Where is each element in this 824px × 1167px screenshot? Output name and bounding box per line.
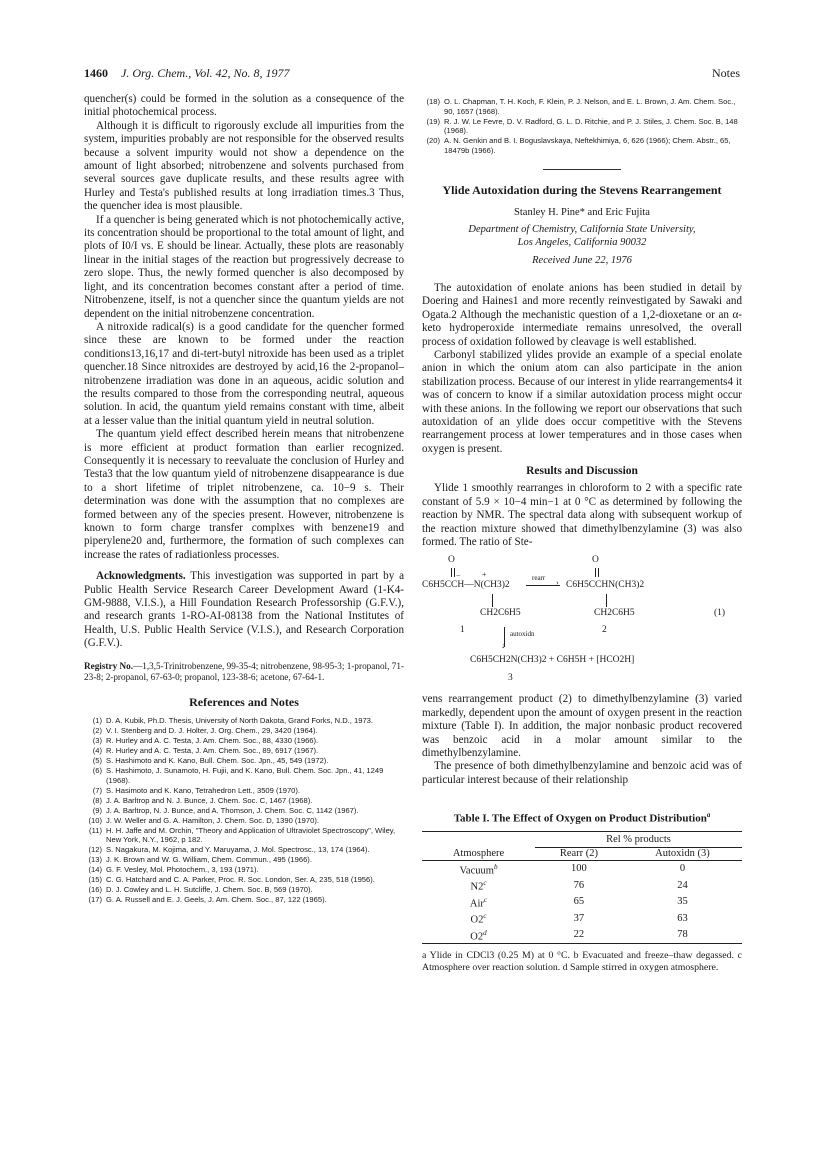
paragraph: vens rearrangement product (2) to dimethylbenzylamine (3) varied markedly, dependent upon the amount of oxygen present in the reaction mixture (Table I). In addition, the major nonbasic product recovered was benzoic acid in a molar amount similar to the dimethylbenzylamine. [422,693,742,759]
right-column [422,93,742,974]
reference-text: S. Hashimoto, J. Sunamoto, H. Fujii, and K. Kano, Bull. Chem. Soc. Jpn., 41, 1249 (1968). [106,766,384,785]
reference-text: R. Hurley and A. C. Testa, J. Am. Chem. Soc., 89, 6917 (1967). [106,746,319,756]
product-formula: C6H5CCHN(CH3)2 [566,580,645,591]
reference-number: (8) [92,795,102,805]
reference-item [84,816,404,826]
autoxidn-label: autoxidn [510,630,535,639]
reference-text: G. A. Russell and E. J. Geels, J. Am. Chem. Soc., 87, 122 (1965). [106,895,327,905]
reference-number: (17) [88,895,102,905]
reference-item [84,865,404,875]
reference-text: H. H. Jaffe and M. Orchin, "Theory and Application of Ultraviolet Spectroscopy", Wiley, New York, N.Y., 1962, p 182. [106,825,396,845]
acknowledgments [84,570,404,650]
rearr-cell: 37 [573,912,585,924]
charge-plus: + [482,570,487,580]
table-group-header: Rel % products [535,831,742,847]
reference-text: S. Hashimoto and K. Kano, Bull. Chem. Soc. Jpn., 45, 549 (1972). [106,756,329,766]
product-distribution-table [422,831,742,945]
rearr-cell: 22 [535,927,623,944]
reference-text: S. Nagakura, M. Kojima, and Y. Maruyama, J. Mol. Spectrosc., 13, 174 (1964). [106,845,370,855]
references-list [84,716,404,905]
carbonyl-bond [598,568,599,577]
reference-number: (3) [92,736,102,746]
reference-text: S. Hasimoto and K. Kano, Tetrahedron Lett., 3509 (1970). [106,785,301,795]
rearr-cell: 76 [573,879,585,891]
atmosphere-cell: O2$^c$ [470,912,487,926]
table-row [422,860,742,877]
bond-line [492,594,493,607]
reference-text: J. W. Weller and G. A. Hamilton, J. Chem. Soc. D, 1390 (1970). [106,815,319,825]
carbonyl-bond [451,568,452,577]
reference-text: A. N. Genkin and B. I. Boguslavskaya, Neftekhimiya, 6, 626 (1966); Chem. Abstr., 65, 18479b (1966). [444,136,731,155]
journal-citation: J. Org. Chem., Vol. 42, No. 8, 1977 [121,66,290,80]
authors: Stanley H. Pine* and Eric Fujita [514,207,650,218]
paragraph: Carbonyl stabilized ylides provide an example of a special enolate anion in which the onium atom can also participate in the anion stabilization process. Because of our interest in ylide rearrangements4 it was of concern to know if a similar autoxidation process might occur with these anions. In the following we report our observations that such autoxidation of an ylide does occur competitive with the Stevens rearrangement process at lower temperatures and in those cases when oxygen is present. [422,349,742,455]
paragraph: Although it is difficult to rigorously exclude all impurities from the system, impurities probably are not responsible for the observed results because a solvent impurity would not show a dependence on the amount of light absorbed; nitrobenzene and solvents purchased from several sources gave duplicate results, and these results agree with Hurley and Testa's published results at long irradiation times.3 Thus, the quencher idea is most plausible. [84,119,404,213]
footnote-mark: c [483,879,487,888]
reference-item [84,756,404,766]
carbonyl-bond [595,568,596,577]
reference-item [84,746,404,756]
paragraph: The presence of both dimethylbenzylamine and benzoic acid was of particular interest because of their relationship [422,760,742,786]
benzyl-group: CH2C6H5 [594,608,635,619]
reference-item [84,845,404,855]
compound-label: 1 [460,625,465,636]
reference-item [84,716,404,726]
reference-item [84,806,404,816]
reference-item [84,726,404,736]
table-header: Rearr (2) [535,847,623,860]
reference-text: J. A. Barltrop, N. J. Bunce, and A. Thomson, J. Chem. Soc. C, 1142 (1967). [106,805,359,815]
reaction-arrow [526,585,560,586]
rearr-label: rearr [532,574,546,583]
autoxidn-cell: 24 [677,879,688,891]
rearr-cell: 65 [573,896,585,908]
reference-number: (15) [88,875,102,885]
table-row [422,877,742,894]
affiliation-line: Department of Chemistry, California State University, [468,224,696,235]
reference-number: (12) [88,845,102,855]
reference-text: D. A. Kubik, Ph.D. Thesis, University of North Dakota, Grand Forks, N.D., 1973. [106,716,374,726]
running-header [84,66,740,81]
reference-number: (2) [92,726,102,736]
affiliation [422,224,742,249]
reference-text: O. L. Chapman, T. H. Koch, F. Klein, P. J. Nelson, and E. L. Brown, J. Am. Chem. Soc., 90, 1657 (1968). [444,97,736,116]
reference-item [422,136,742,155]
acknowledgments-heading: Acknowledgments. [96,570,186,583]
reference-number: (5) [92,756,102,766]
bond-line [606,594,607,607]
paragraph: quencher(s) could be formed in the solution as a consequence of the initial photochemical process. [84,93,404,119]
reference-item [84,736,404,746]
reference-text: G. F. Vesley, Mol. Photochem., 3, 193 (1971). [106,865,259,875]
acknowledgments-text: This investigation was supported in part by a Public Health Service Research Career Development Award (1-K4-GM-9888, V.I.S.), a Hill Foundation Research Professorship (G.F.V.), and research grants 1-RO-AI-08138 from the National Institutes of Health, U.S. Public Health Service (V.I.S.), and Research Corporation (G.F.V.). [84,570,404,650]
scheme-oxygen: O [448,555,455,566]
compound-label: 2 [602,625,607,636]
reference-number: (14) [88,865,102,875]
benzyl-group: CH2C6H5 [480,608,521,619]
received-date: Received June 22, 1976 [532,255,632,266]
autoxidn-cell: 35 [677,896,688,908]
charge-minus: − [456,571,461,581]
reference-number: (19) [426,116,440,126]
section-label: Notes [712,66,740,80]
section-heading: Results and Discussion [526,465,638,478]
reference-number: (10) [88,815,102,825]
autoxidn-cell: 0 [679,863,686,875]
reaction-scheme [422,553,742,689]
table-body [422,860,742,944]
footnote-mark: d [483,928,487,937]
references-list-continued [422,97,742,155]
footnote-mark: c [483,895,488,904]
reference-number: (18) [426,97,440,106]
references-heading: References and Notes [189,695,299,710]
reference-text: J. A. Barltrop and N. J. Bunce, J. Chem. Soc. C, 1467 (1968). [106,795,313,805]
reference-text: R. Hurley and A. C. Testa, J. Am. Chem. Soc., 88, 4330 (1966). [106,736,319,746]
reference-item [422,97,742,116]
paragraph: Ylide 1 smoothly rearranges in chloroform to 2 with a specific rate constant of 5.9 × 10−4 min−1 at 0 °C as determined by following the reaction by NMR. The spectral data along with subsequent workup of the reaction mixture showed that dimethylbenzylamine (3) was also formed. The ratio of Ste- [422,482,742,548]
paragraph: The quantum yield effect described herein means that nitrobenzene is more efficient at product formation than earlier recognized. Consequently it is necessary to reevaluate the conclusion of Hurley and Testa3 that the low quantum yield of nitrobenzene disappearance is due to a short lifetime of triplet nitrobenzene, ca. 10−9 s. Their determination was done with the assumption that no complexes are formed between any of the species present. However, nitrobenzene is known to form charge transfer complxes with benzene19 and piperylene20 and, furthermore, the formation of such complexes can increase the rates of radiationless processes. [84,428,404,561]
reference-number: (11) [89,825,102,835]
arrowhead: › [556,578,559,588]
carbonyl-bond [454,568,455,577]
reference-text: C. G. Hatchard and C. A. Parker, Proc. R. Soc. London, Ser. A, 235, 518 (1956). [106,875,375,885]
table-row [422,894,742,911]
reference-item [84,885,404,895]
reference-number: (13) [88,855,102,865]
reference-item [84,766,404,785]
paragraph: The autoxidation of enolate anions has been studied in detail by Doering and Haines1 and more recently reinvestigated by Sawaki and Ogata.2 Although the mechanistic question of a 1,2-dioxetane or an α-keto hydroperoxide intermediate remains unresolved, the overall process of oxidation followed by cleavage is well established. [422,282,742,348]
reference-item [84,895,404,905]
autoxidn-cell: 63 [677,912,688,924]
compound-label: 3 [508,673,513,684]
autoxidation-products: C6H5CH2N(CH3)2 + C6H5H + [HCO2H] [470,655,635,666]
footnote-mark: c [483,912,487,921]
equation-number: (1) [714,608,726,619]
footnote-mark: b [493,862,498,871]
reference-number: (20) [426,136,440,145]
reference-number: (7) [92,785,102,795]
reference-item [84,796,404,806]
atmosphere-cell: N2$^c$ [470,879,487,893]
reference-item [84,826,404,845]
table-row [422,910,742,927]
scheme-oxygen: O [592,555,599,566]
left-column [84,93,404,905]
reference-item [422,117,742,136]
atmosphere-cell: O2$^d$ [422,927,535,944]
autoxidn-cell: 78 [623,927,742,944]
reference-number: (16) [88,885,102,895]
reference-text: J. K. Brown and W. G. William, Chem. Commun., 495 (1966). [106,855,312,865]
affiliation-line: Los Angeles, California 90032 [517,236,647,248]
reference-item [84,786,404,796]
table-footnote: a Ylide in CDCl3 (0.25 M) at 0 °C. b Evacuated and freeze–thaw degassed. c Atmosphere over reaction solution. d Sample stirred in oxygen atmosphere. [422,950,742,974]
registry-numbers [84,661,404,684]
reference-item [84,875,404,885]
rearr-cell: 100 [571,863,587,875]
arrowhead: ↓ [501,641,505,651]
table-header: Atmosphere [422,847,535,860]
registry-text: —1,3,5-Trinitrobenzene, 99-35-4; nitrobenzene, 98-95-3; 1-propanol, 71-23-8; 2-propanol, 67-63-0; propanol, 123-38-6; acetone, 67-64-1. [84,660,404,683]
atmosphere-cell: Air$^c$ [469,895,488,910]
page-number: 1460 [84,66,108,80]
registry-heading: Registry No. [84,660,134,671]
reference-text: D. J. Cowley and L. H. Sutcliffe, J. Chem. Soc. B, 569 (1970). [106,885,313,895]
table-caption: Table I. The Effect of Oxygen on Product Distribution$^a$ [453,811,711,825]
atmosphere-cell: Vacuum$^b$ [459,862,498,877]
paragraph: If a quencher is being generated which is not photochemically active, its concentration should be proportional to the total amount of light, and plots of I0/I vs. E should be linear. Actually, these plots are reasonably linear in the initial stages of the reaction but progressively decrease to zero slope. Thus, the newly formed quencher is also decomposed by light, and its concentration becomes constant after a period of time. Nitrobenzene, itself, is not a quencher since the quantum yields are not dependent on the initial nitrobenzene concentration. [84,213,404,320]
reference-text: V. I. Stenberg and D. J. Holter, J. Org. Chem., 29, 3420 (1964). [106,726,318,736]
reference-number: (9) [92,805,102,815]
reference-number: (6) [92,766,102,776]
reactant-formula: C6H5CCH—N(CH3)2 [422,580,510,591]
table-row [422,927,742,944]
article-title: Ylide Autoxidation during the Stevens Rearrangement [442,183,722,197]
reference-text: R. J. W. Le Fevre, D. V. Radford, G. L. D. Ritchie, and P. J. Stiles, J. Chem. Soc. B, 148 (1968). [444,116,738,135]
divider [543,169,621,170]
footnote-mark: a [706,811,711,820]
table-header: Autoxidn (3) [623,847,742,860]
reference-number: (4) [92,746,102,756]
reference-item [84,855,404,865]
reference-number: (1) [92,716,102,726]
paragraph: A nitroxide radical(s) is a good candidate for the quencher formed since these are known to be formed under the reaction conditions13,16,17 and di-tert-butyl nitroxide has been used as a triplet quencher.18 Since nitroxides are destroyed by acid,16 the 2-propanol–nitrobenzene irradiation was done in an aqueous, acidic solution and the results compared to those from the corresponding neutral, aqueous solution. In acid, the quantum yield remains constant with time, albeit at a lesser value than the initial quantum yield in neutral solution. [84,320,404,427]
